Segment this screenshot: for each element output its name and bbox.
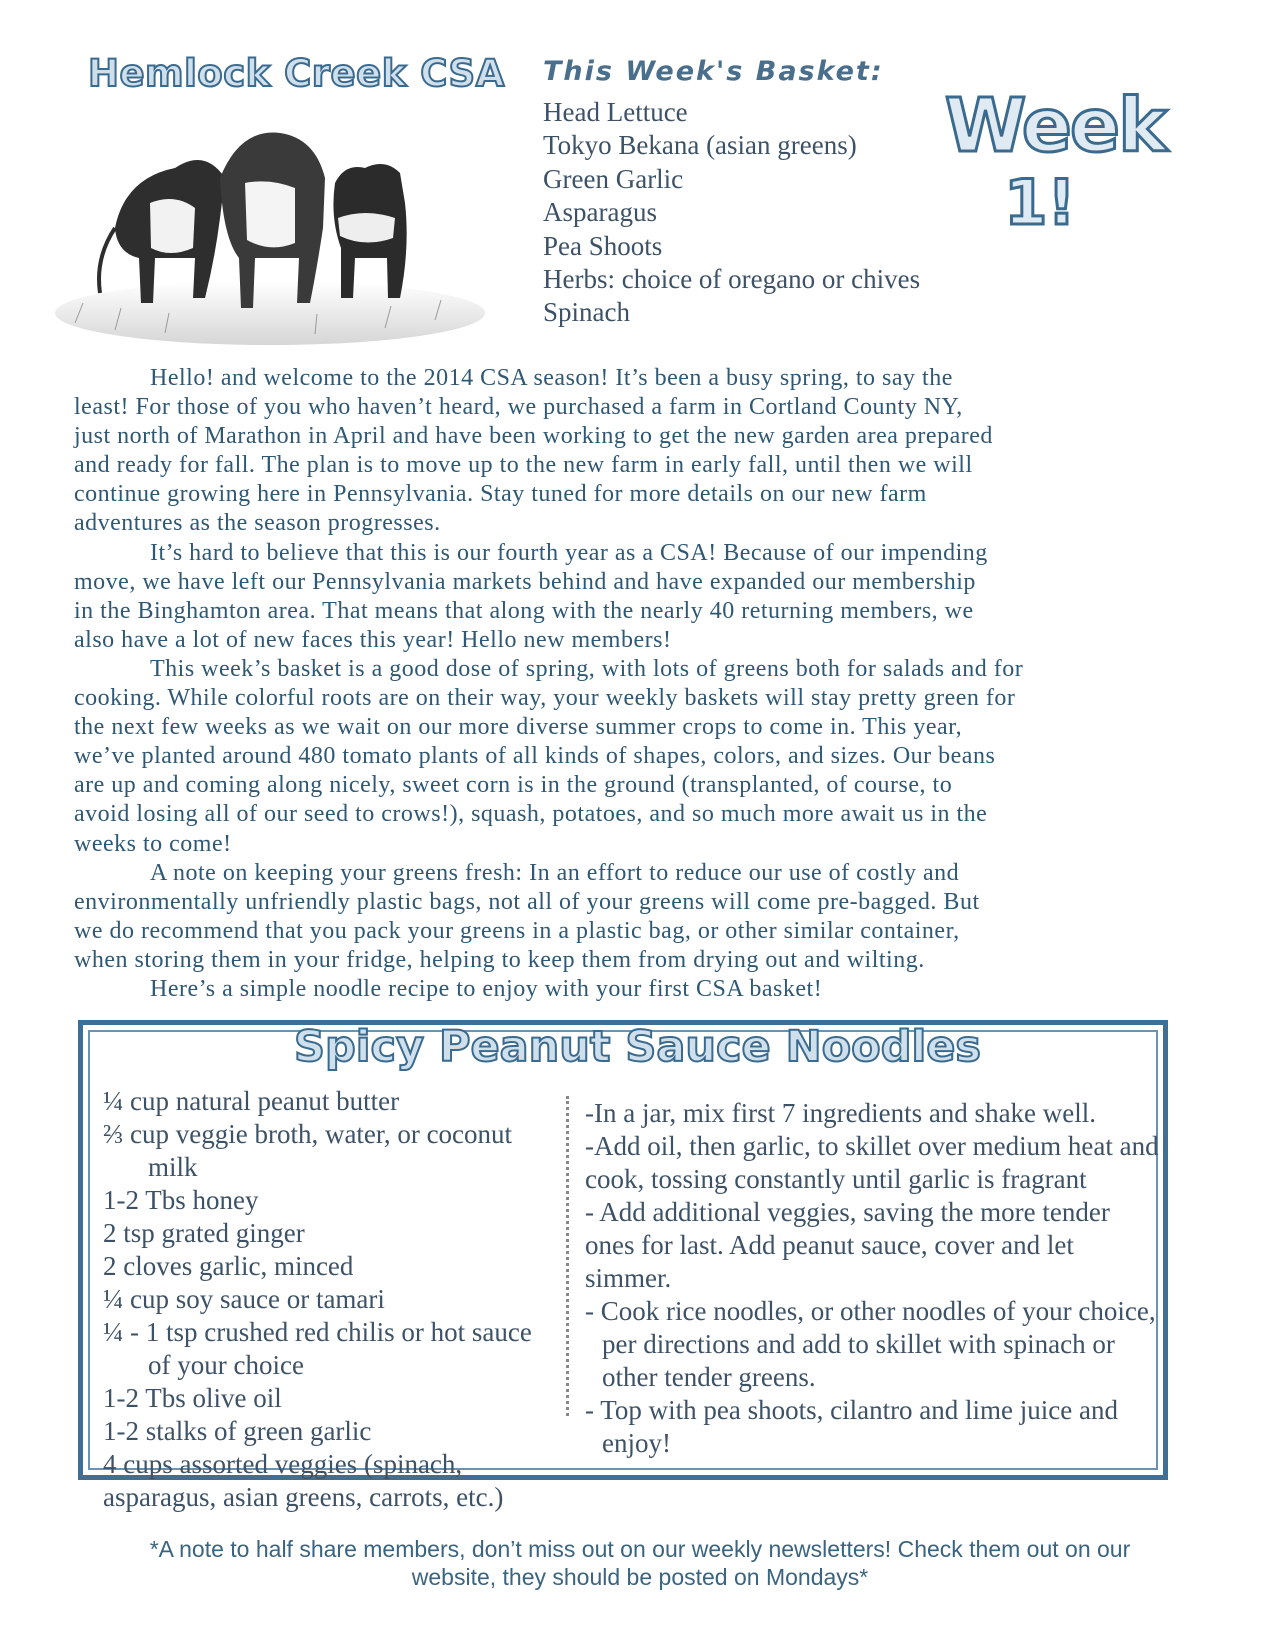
basket-list bbox=[543, 96, 920, 330]
ingredient-item: ¼ - 1 tsp crushed red chilis or hot sauce of your choice bbox=[103, 1317, 532, 1380]
basket-item: Asparagus bbox=[543, 197, 657, 228]
ingredient-item: 1-2 stalks of green garlic bbox=[103, 1416, 372, 1446]
week-badge bbox=[930, 84, 1180, 274]
cows-illustration bbox=[55, 108, 485, 348]
basket-item: Spinach bbox=[543, 297, 630, 328]
week-number: 1! bbox=[1004, 166, 1076, 239]
letter-paragraph: A note on keeping your greens fresh: In an effort to reduce our use of costly and environmentally unfriendly plastic bags, not all of your greens will come pre-bagged. But we do recommend that you pack your greens in a plastic bag, or other similar container, when storing them in your fridge, helping to keep them from drying out and wilting. bbox=[74, 859, 980, 973]
step-item: -In a jar, mix first 7 ingredients and shake well. bbox=[585, 1098, 1097, 1128]
letter-paragraph: It’s hard to believe that this is our fourth year as a CSA! Because of our impending move, we have left our Pennsylvania markets behind and have expanded our membership in the Binghamton area. That means that along with the nearly 40 returning members, we also have a lot of new faces this year! Hello new members! bbox=[74, 539, 988, 653]
ingredient-list bbox=[103, 1085, 553, 1514]
step-item: - Add additional veggies, saving the more tender ones for last. Add peanut sauce, cover and let simmer. bbox=[585, 1197, 1110, 1293]
letter-paragraph: Here’s a simple noodle recipe to enjoy with your first CSA basket! bbox=[150, 975, 823, 1002]
basket-item: Head Lettuce bbox=[543, 97, 688, 127]
ingredient-item: 1-2 Tbs olive oil bbox=[103, 1383, 282, 1413]
step-item: - Top with pea shoots, cilantro and lime juice and enjoy! bbox=[585, 1395, 1118, 1458]
step-list bbox=[585, 1097, 1163, 1460]
basket-item: Herbs: choice of oregano or chives bbox=[543, 264, 921, 295]
basket-item: Tokyo Bekana (asian greens) bbox=[543, 130, 857, 161]
ingredient-item: 2 tsp grated ginger bbox=[103, 1218, 305, 1248]
week-word: Week bbox=[944, 83, 1166, 169]
step-item: - Cook rice noodles, or other noodles of your choice, per directions and add to skillet with spinach or other tender greens. bbox=[585, 1296, 1156, 1392]
footnote: *A note to half share members, don’t miss out on our weekly newsletters! Check them out on our website, they should be posted on Mondays* bbox=[149, 1536, 1131, 1590]
letter-body bbox=[74, 364, 1214, 1004]
step-item: -Add oil, then garlic, to skillet over medium heat and cook, tossing constantly until garlic is fragrant bbox=[585, 1131, 1159, 1194]
ingredient-item: ¼ cup natural peanut butter bbox=[103, 1086, 400, 1116]
ingredient-item: ¼ cup soy sauce or tamari bbox=[103, 1284, 385, 1314]
ingredient-item: 1-2 Tbs honey bbox=[103, 1185, 259, 1215]
ingredient-item: ⅔ cup veggie broth, water, or coconut milk bbox=[103, 1119, 513, 1182]
basket-item: Pea Shoots bbox=[543, 230, 663, 261]
column-divider bbox=[566, 1096, 569, 1416]
brand-title: Hemlock Creek CSA bbox=[88, 52, 505, 95]
letter-paragraph: Hello! and welcome to the 2014 CSA season! It’s been a busy spring, to say the least! For those of you who haven’t heard, we purchased a farm in Cortland County NY, just north of Marathon in April and have been working to get the new garden area prepared and ready for fall. The plan is to move up to the new farm in early fall, until then we will continue growing here in Pennsylvania. Stay tuned for more details on our new farm adventures as the season progresses. bbox=[74, 365, 993, 537]
letter-paragraph: This week’s basket is a good dose of spring, with lots of greens both for salads and for cooking. While colorful roots are on their way, your weekly baskets will stay pretty green for the next few weeks as we wait on our more diverse summer crops to come in. This year, we’ve planted around 480 tomato plants of all kinds of shapes, colors, and sizes. Our beans are up and coming along nicely, sweet corn is in the ground (transplanted, of course, to avoid losing all of our seed to crows!), squash, potatoes, and so much more await us in the weeks to come! bbox=[74, 655, 1024, 857]
recipe-title: Spicy Peanut Sauce Noodles bbox=[294, 1022, 981, 1072]
basket-item: Green Garlic bbox=[543, 163, 684, 194]
ingredient-item: 2 cloves garlic, minced bbox=[103, 1251, 354, 1281]
ingredient-item: 4 cups assorted veggies (spinach, asparagus, asian greens, carrots, etc.) bbox=[103, 1449, 504, 1512]
basket-heading: This Week's Basket: bbox=[543, 56, 884, 87]
